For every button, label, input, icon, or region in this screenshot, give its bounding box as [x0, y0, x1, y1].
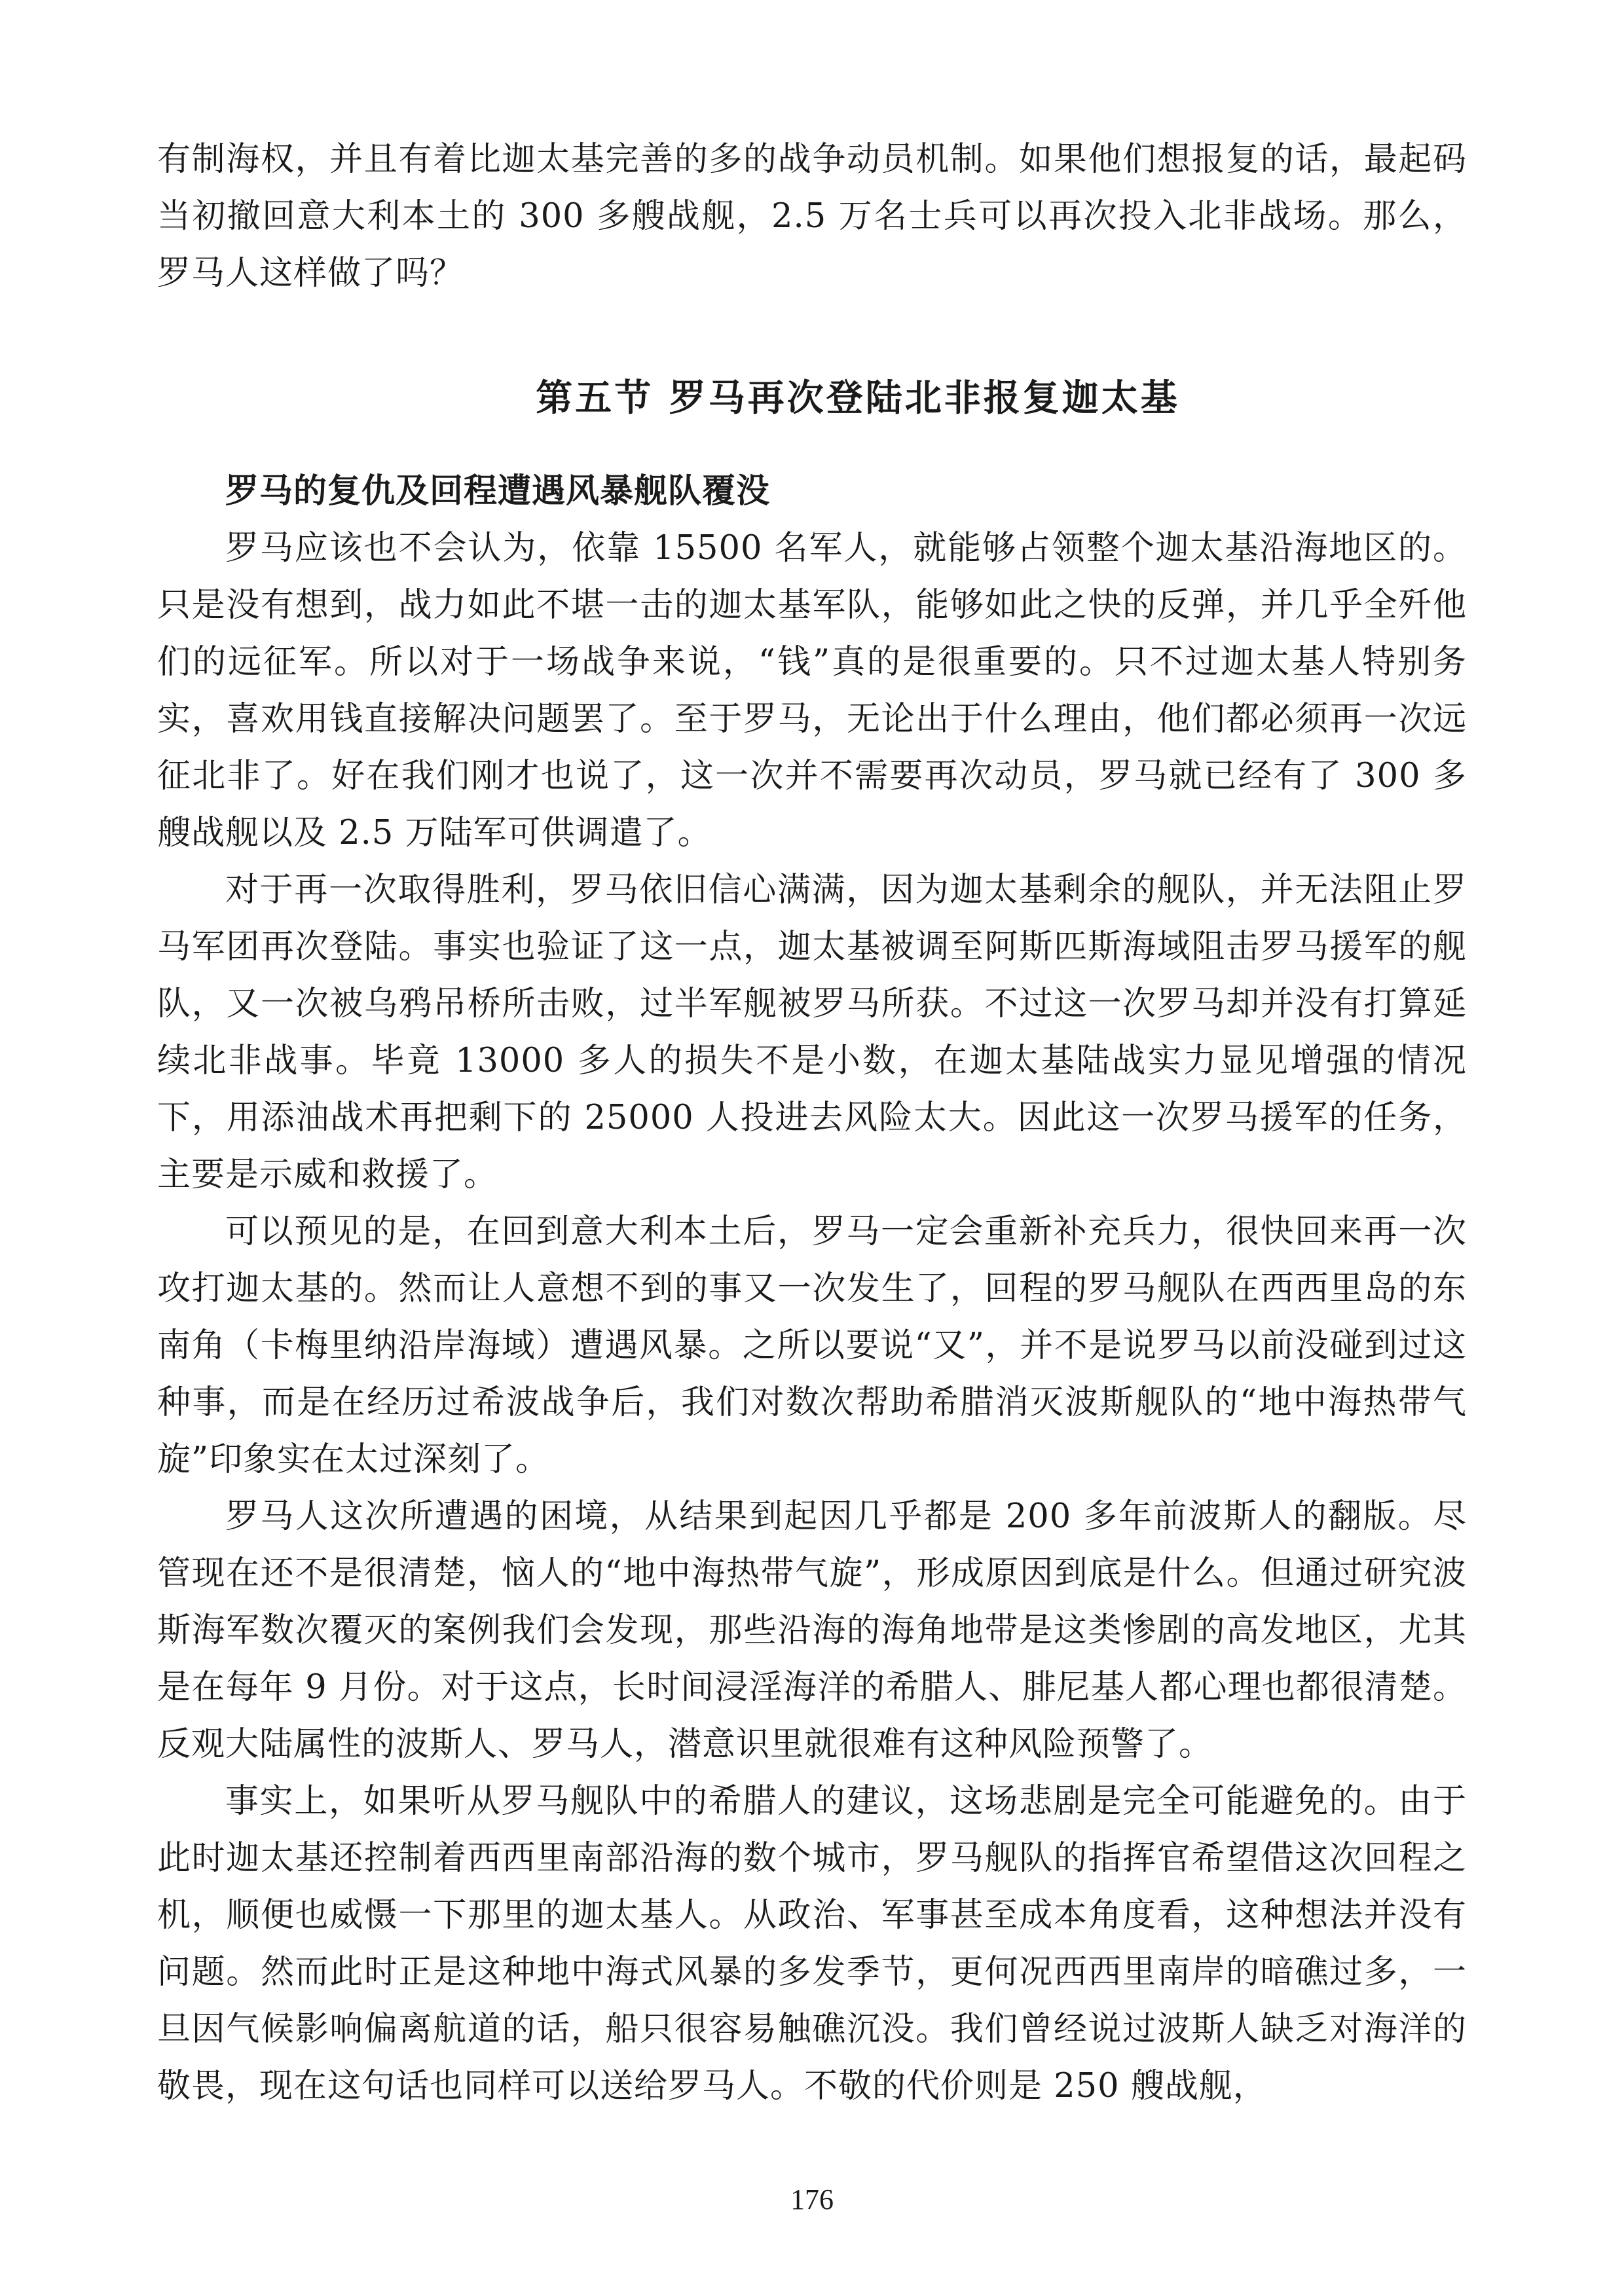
opening-paragraph: 有制海权，并且有着比迦太基完善的多的战争动员机制。如果他们想报复的话，最起码当初撤回意大利本土的 300 多艘战舰，2.5 万名士兵可以再次投入北非战场。那么，罗马人这样做了吗？ [157, 140, 1467, 293]
body-paragraph-1: 罗马应该也不会认为，依靠 15500 名军人，就能够占领整个迦太基沿海地区的。只是没有想到，战力如此不堪一击的迦太基军队，能够如此之快的反弹，并几乎全歼他们的远征军。所以对于一场战争来说，“钱”真的是很重要的。只不过迦太基人特别务实，喜欢用钱直接解决问题罢了。至于罗马，无论出于什么理由，他们都必须再一次远征北非了。好在我们刚才也说了，这一次并不需要再次动员，罗马就已经有了 300 多艘战舰以及 2.5 万陆军可供调遣了。 [157, 529, 1467, 852]
section-title: 第五节 罗马再次登陆北非报复迦太基 [536, 377, 1180, 420]
body-paragraph-2: 对于再一次取得胜利，罗马依旧信心满满，因为迦太基剩余的舰队，并无法阻止罗马军团再次登陆。事实也验证了这一点，迦太基被调至阿斯匹斯海域阻击罗马援军的舰队，又一次被乌鸦吊桥所击败，过半军舰被罗马所获。不过这一次罗马却并没有打算延续北非战事。毕竟 13000 多人的损失不是小数，在迦太基陆战实力显见增强的情况下，用添油战术再把剩下的 25000 人投进去风险太大。因此这一次罗马援军的任务，主要是示威和救援了。 [157, 871, 1467, 1194]
body-paragraph-3: 可以预见的是，在回到意大利本土后，罗马一定会重新补充兵力，很快回来再一次攻打迦太基的。然而让人意想不到的事又一次发生了，回程的罗马舰队在西西里岛的东南角（卡梅里纳沿岸海域）遭遇风暴。之所以要说“又”，并不是说罗马以前没碰到过这种事，而是在经历过希波战争后，我们对数次帮助希腊消灭波斯舰队的“地中海热带气旋”印象实在太过深刻了。 [157, 1212, 1467, 1479]
body-paragraph-4: 罗马人这次所遭遇的困境，从结果到起因几乎都是 200 多年前波斯人的翻版。尽管现在还不是很清楚，恼人的“地中海热带气旋”，形成原因到底是什么。但通过研究波斯海军数次覆灭的案例我们会发现，那些沿海的海角地带是这类惨剧的高发地区，尤其是在每年 9 月份。对于这点，长时间浸淫海洋的希腊人、腓尼基人都心理也都很清楚。反观大陆属性的波斯人、罗马人，潜意识里就很难有这种风险预警了。 [157, 1497, 1467, 1764]
body-paragraph-5: 事实上，如果听从罗马舰队中的希腊人的建议，这场悲剧是完全可能避免的。由于此时迦太基还控制着西西里南部沿海的数个城市，罗马舰队的指挥官希望借这次回程之机，顺便也威慑一下那里的迦太基人。从政治、军事甚至成本角度看，这种想法并没有问题。然而此时正是这种地中海式风暴的多发季节，更何况西西里南岸的暗礁过多，一旦因气候影响偏离航道的话，船只很容易触礁沉没。我们曾经说过波斯人缺乏对海洋的敬畏，现在这句话也同样可以送给罗马人。不敬的代价则是 250 艘战舰， [157, 1782, 1467, 2105]
page-number: 176 [790, 2183, 834, 2215]
page-body [157, 131, 1467, 2115]
subsection-title: 罗马的复仇及回程遭遇风暴舰队覆没 [225, 472, 771, 511]
